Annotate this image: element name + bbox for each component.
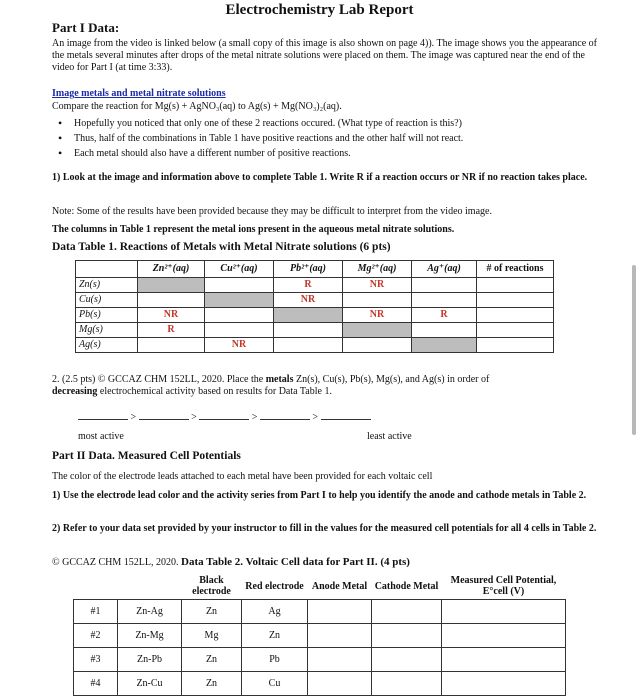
order-blank-1[interactable]: [78, 418, 128, 420]
blocked-cell: [274, 308, 343, 323]
result-cell: R: [274, 278, 343, 293]
count-cell[interactable]: [477, 308, 554, 323]
table-row: [74, 624, 566, 648]
table-row: [76, 308, 554, 323]
table-header: Zn²⁺(aq): [138, 261, 205, 278]
anode-input[interactable]: [308, 624, 372, 648]
blocked-cell: [205, 293, 274, 308]
result-cell: NR: [274, 293, 343, 308]
blocked-cell: [138, 278, 205, 293]
table-header: [76, 261, 138, 278]
question-2: 2. (2.5 pts) © GCCAZ CHM 152LL, 2020. Place the metals Zn(s), Cu(s), Pb(s), Mg(s), and Ag(s) in order of decreasing electrochemical activity based on results for Data Table 1.: [52, 374, 490, 397]
cathode-input[interactable]: [372, 600, 442, 624]
part2-question-1: 1) Use the electrode lead color and the activity series from Part I to help you identify the anode and cathode metals in Table 2.: [52, 490, 587, 501]
order-blank-3[interactable]: [199, 418, 249, 420]
potential-input[interactable]: [442, 648, 566, 672]
answer-cell[interactable]: [412, 278, 477, 293]
table2-title: © GCCAZ CHM 152LL, 2020. Data Table 2. Voltaic Cell data for Part II. (4 pts): [52, 556, 410, 568]
hint-list: [52, 116, 602, 161]
order-blank-4[interactable]: [260, 418, 310, 420]
table-header: # of reactions: [477, 261, 554, 278]
table-header: Cathode Metal: [374, 580, 439, 592]
answer-cell[interactable]: [138, 293, 205, 308]
blocked-cell: [343, 323, 412, 338]
image-link[interactable]: Image metals and metal nitrate solutions: [52, 88, 226, 99]
cell-name: Zn-Pb: [118, 648, 182, 672]
table-header: Cu²⁺(aq): [205, 261, 274, 278]
part2-question-2: 2) Refer to your data set provided by your instructor to fill in the values for the measured cell potentials for all 4 cells in Table 2.: [52, 523, 597, 534]
voltaic-cell-table: [73, 573, 566, 696]
result-cell: NR: [343, 308, 412, 323]
count-cell[interactable]: [477, 338, 554, 353]
list-item: • Each metal should also have a different number of positive reactions.: [52, 146, 602, 161]
answer-cell[interactable]: [205, 323, 274, 338]
table-row: [74, 600, 566, 624]
red-electrode: Cu: [242, 672, 308, 696]
black-electrode: Zn: [182, 648, 242, 672]
table-row: [76, 323, 554, 338]
table-row: [76, 293, 554, 308]
cathode-input[interactable]: [372, 672, 442, 696]
cell-name: Zn-Mg: [118, 624, 182, 648]
table-header: Red electrode: [245, 580, 304, 592]
most-active-label: most active: [78, 431, 124, 442]
order-blank-2[interactable]: [139, 418, 189, 420]
anode-input[interactable]: [308, 648, 372, 672]
note-text: Note: Some of the results have been provided because they may be difficult to interpret from the video image.: [52, 206, 492, 217]
answer-cell[interactable]: [343, 293, 412, 308]
report-title: Electrochemistry Lab Report: [225, 2, 414, 18]
table-row: [76, 338, 554, 353]
table-header: Pb²⁺(aq): [274, 261, 343, 278]
part1-intro: An image from the video is linked below (a small copy of this image is also shown on page 4)). The image shows you the appearance of the metals several minutes after drops of the metal nitrate solutions were placed on them. The image was captured near the end of the video for Part I (at time 3:33).: [52, 38, 597, 73]
table-header: Black electrode: [192, 575, 231, 597]
cell-number: #4: [74, 672, 118, 696]
row-label: Mg(s): [76, 323, 138, 338]
order-blank-5[interactable]: [321, 418, 371, 420]
table-header: Anode Metal: [311, 580, 368, 592]
cell-name: Zn-Cu: [118, 672, 182, 696]
cell-name: Zn-Ag: [118, 600, 182, 624]
table-row: [74, 672, 566, 696]
answer-cell[interactable]: [274, 323, 343, 338]
part2-intro: The color of the electrode leads attached to each metal have been provided for each voltaic cell: [52, 471, 433, 482]
black-electrode: Zn: [182, 600, 242, 624]
count-cell[interactable]: [477, 293, 554, 308]
part2-heading: Part II Data. Measured Cell Potentials: [52, 450, 241, 462]
black-electrode: Mg: [182, 624, 242, 648]
table1-title: Data Table 1. Reactions of Metals with Metal Nitrate solutions (6 pts): [52, 241, 391, 253]
anode-input[interactable]: [308, 600, 372, 624]
result-cell: NR: [205, 338, 274, 353]
table-header: Mg²⁺(aq): [343, 261, 412, 278]
table-header: Measured Cell Potential, E°cell (V): [450, 575, 557, 597]
anode-input[interactable]: [308, 672, 372, 696]
count-cell[interactable]: [477, 323, 554, 338]
black-electrode: Zn: [182, 672, 242, 696]
scrollbar-thumb[interactable]: [632, 265, 636, 435]
result-cell: NR: [138, 308, 205, 323]
cell-number: #1: [74, 600, 118, 624]
cell-number: #2: [74, 624, 118, 648]
row-label: Zn(s): [76, 278, 138, 293]
list-item: • Thus, half of the combinations in Table 1 have positive reactions and the other half will not react.: [52, 131, 602, 146]
blocked-cell: [412, 338, 477, 353]
row-label: Pb(s): [76, 308, 138, 323]
potential-input[interactable]: [442, 600, 566, 624]
count-cell[interactable]: [477, 278, 554, 293]
part1-heading: Part I Data:: [52, 20, 120, 35]
cathode-input[interactable]: [372, 648, 442, 672]
compare-text: Compare the reaction for Mg(s) + AgNO₃(aq) to Ag(s) + Mg(NO₃)₂(aq).: [52, 101, 342, 112]
answer-cell[interactable]: [343, 338, 412, 353]
table-header: Ag⁺(aq): [412, 261, 477, 278]
table-row: [76, 278, 554, 293]
red-electrode: Ag: [242, 600, 308, 624]
reactions-table: [75, 260, 554, 353]
question-1: 1) Look at the image and information above to complete Table 1. Write R if a reaction occurs or NR if no reaction takes place.: [52, 172, 588, 183]
answer-cell[interactable]: [138, 338, 205, 353]
activity-order: > > > >: [78, 412, 371, 424]
red-electrode: Pb: [242, 648, 308, 672]
red-electrode: Zn: [242, 624, 308, 648]
answer-cell[interactable]: [205, 308, 274, 323]
least-active-label: least active: [367, 431, 412, 442]
answer-cell[interactable]: [412, 323, 477, 338]
answer-cell[interactable]: [412, 293, 477, 308]
row-label: Cu(s): [76, 293, 138, 308]
result-cell: NR: [343, 278, 412, 293]
columns-note: The columns in Table 1 represent the metal ions present in the aqueous metal nitrate solutions.: [52, 224, 455, 235]
potential-input[interactable]: [442, 624, 566, 648]
row-label: Ag(s): [76, 338, 138, 353]
cathode-input[interactable]: [372, 624, 442, 648]
table-row: [74, 648, 566, 672]
answer-cell[interactable]: [205, 278, 274, 293]
potential-input[interactable]: [442, 672, 566, 696]
list-item: • Hopefully you noticed that only one of these 2 reactions occured. (What type of reaction is this?): [52, 116, 602, 131]
result-cell: R: [138, 323, 205, 338]
result-cell: R: [412, 308, 477, 323]
answer-cell[interactable]: [274, 338, 343, 353]
cell-number: #3: [74, 648, 118, 672]
